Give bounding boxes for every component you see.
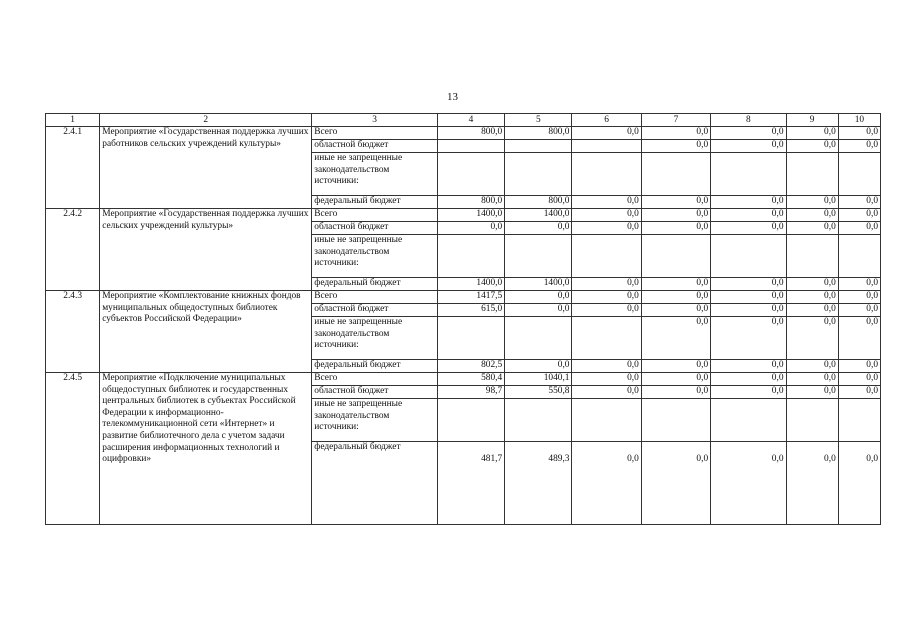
amount-cell xyxy=(505,153,572,196)
item-name: Мероприятие «Государственная поддержка лучших работников сельских учреждений культуры» xyxy=(100,127,312,209)
amount-cell xyxy=(505,235,572,278)
amount-cell: 1040,1 xyxy=(505,373,572,386)
funding-source: Всего xyxy=(312,209,438,222)
amount-cell: 0,0 xyxy=(641,127,710,140)
amount-cell xyxy=(505,399,572,442)
amount-cell: 0,0 xyxy=(641,373,710,386)
amount-cell: 0,0 xyxy=(786,291,838,304)
table-row xyxy=(46,127,881,140)
amount-cell: 0,0 xyxy=(437,222,504,235)
amount-cell: 0,0 xyxy=(505,360,572,373)
funding-source: иные не запрещенные законодательством источники: xyxy=(312,153,438,196)
amount-cell: 0,0 xyxy=(786,373,838,386)
amount-cell: 0,0 xyxy=(711,360,786,373)
column-header: 2 xyxy=(100,114,312,127)
amount-cell: 0,0 xyxy=(505,222,572,235)
amount-cell: 0,0 xyxy=(572,127,641,140)
table-body xyxy=(46,127,881,525)
column-header: 5 xyxy=(505,114,572,127)
amount-cell xyxy=(838,153,880,196)
amount-cell: 0,0 xyxy=(786,140,838,153)
amount-cell xyxy=(437,317,504,360)
amount-cell: 0,0 xyxy=(641,291,710,304)
amount-cell: 0,0 xyxy=(711,222,786,235)
amount-cell: 0,0 xyxy=(711,373,786,386)
item-code: 2.4.2 xyxy=(46,209,100,291)
amount-cell: 0,0 xyxy=(572,360,641,373)
amount-cell: 0,0 xyxy=(786,209,838,222)
funding-source: Всего xyxy=(312,127,438,140)
funding-source: федеральный бюджет xyxy=(312,442,438,525)
amount-cell xyxy=(641,235,710,278)
amount-cell: 0,0 xyxy=(786,127,838,140)
column-header: 9 xyxy=(786,114,838,127)
amount-cell: 0,0 xyxy=(572,222,641,235)
amount-cell xyxy=(711,235,786,278)
column-header: 8 xyxy=(711,114,786,127)
item-code: 2.4.3 xyxy=(46,291,100,373)
column-header: 4 xyxy=(437,114,504,127)
amount-cell: 0,0 xyxy=(838,291,880,304)
item-code: 2.4.5 xyxy=(46,373,100,525)
amount-cell: 0,0 xyxy=(505,291,572,304)
amount-cell: 802,5 xyxy=(437,360,504,373)
amount-cell xyxy=(838,235,880,278)
amount-cell: 0,0 xyxy=(838,140,880,153)
funding-source: областной бюджет xyxy=(312,304,438,317)
amount-cell: 0,0 xyxy=(572,304,641,317)
amount-cell: 0,0 xyxy=(572,278,641,291)
column-header: 1 xyxy=(46,114,100,127)
amount-cell: 0,0 xyxy=(711,278,786,291)
item-name: Мероприятие «Государственная поддержка лучших сельских учреждений культуры» xyxy=(100,209,312,291)
amount-cell: 0,0 xyxy=(838,317,880,360)
amount-cell: 800,0 xyxy=(437,196,504,209)
amount-cell: 0,0 xyxy=(786,222,838,235)
amount-cell: 0,0 xyxy=(786,386,838,399)
column-header: 7 xyxy=(641,114,710,127)
amount-cell xyxy=(437,153,504,196)
funding-source: иные не запрещенные законодательством источники: xyxy=(312,235,438,278)
funding-source: Всего xyxy=(312,291,438,304)
amount-cell xyxy=(572,140,641,153)
amount-cell: 550,8 xyxy=(505,386,572,399)
amount-cell: 0,0 xyxy=(711,140,786,153)
amount-cell: 0,0 xyxy=(572,386,641,399)
funding-source: иные не запрещенные законодательством источники: xyxy=(312,399,438,442)
amount-cell: 0,0 xyxy=(838,222,880,235)
amount-cell: 0,0 xyxy=(711,442,786,525)
amount-cell: 0,0 xyxy=(641,442,710,525)
amount-cell xyxy=(711,153,786,196)
amount-cell: 0,0 xyxy=(572,442,641,525)
amount-cell: 1417,5 xyxy=(437,291,504,304)
amount-cell xyxy=(786,153,838,196)
budget-table xyxy=(45,113,881,525)
amount-cell: 0,0 xyxy=(711,304,786,317)
amount-cell: 0,0 xyxy=(711,209,786,222)
amount-cell: 0,0 xyxy=(572,209,641,222)
amount-cell: 0,0 xyxy=(641,196,710,209)
amount-cell: 0,0 xyxy=(838,278,880,291)
amount-cell: 0,0 xyxy=(711,196,786,209)
amount-cell: 0,0 xyxy=(641,209,710,222)
amount-cell xyxy=(786,399,838,442)
amount-cell: 1400,0 xyxy=(437,209,504,222)
amount-cell: 0,0 xyxy=(838,442,880,525)
amount-cell: 1400,0 xyxy=(505,209,572,222)
column-header: 6 xyxy=(572,114,641,127)
amount-cell: 0,0 xyxy=(786,304,838,317)
amount-cell: 580,4 xyxy=(437,373,504,386)
amount-cell: 0,0 xyxy=(786,442,838,525)
table-row xyxy=(46,373,881,386)
amount-cell xyxy=(437,140,504,153)
amount-cell: 0,0 xyxy=(838,196,880,209)
amount-cell xyxy=(505,317,572,360)
amount-cell: 0,0 xyxy=(838,386,880,399)
amount-cell xyxy=(786,235,838,278)
funding-source: федеральный бюджет xyxy=(312,196,438,209)
amount-cell: 0,0 xyxy=(838,127,880,140)
item-name: Мероприятие «Подключение муниципальных общедоступных библиотек и государственных центральных библиотек в субъектах Российской Федерации к информационно-телекоммуникационной сети «Интернет» и развитие библиотечного дела с учетом задачи расширения информационных технологий и оцифровки» xyxy=(100,373,312,525)
amount-cell: 0,0 xyxy=(711,317,786,360)
amount-cell xyxy=(505,140,572,153)
item-code: 2.4.1 xyxy=(46,127,100,209)
page-number: 13 xyxy=(447,91,458,103)
funding-source: областной бюджет xyxy=(312,386,438,399)
amount-cell xyxy=(437,399,504,442)
amount-cell: 0,0 xyxy=(572,196,641,209)
column-header: 3 xyxy=(312,114,438,127)
table-row xyxy=(46,291,881,304)
amount-cell: 0,0 xyxy=(838,360,880,373)
amount-cell: 481,7 xyxy=(437,442,504,525)
funding-source: областной бюджет xyxy=(312,140,438,153)
amount-cell: 0,0 xyxy=(641,360,710,373)
amount-cell: 0,0 xyxy=(711,291,786,304)
amount-cell xyxy=(711,399,786,442)
amount-cell xyxy=(437,235,504,278)
amount-cell: 0,0 xyxy=(786,360,838,373)
amount-cell xyxy=(641,153,710,196)
amount-cell: 0,0 xyxy=(505,304,572,317)
amount-cell: 0,0 xyxy=(641,317,710,360)
amount-cell: 98,7 xyxy=(437,386,504,399)
amount-cell xyxy=(572,153,641,196)
amount-cell: 0,0 xyxy=(641,386,710,399)
amount-cell xyxy=(641,399,710,442)
amount-cell: 1400,0 xyxy=(505,278,572,291)
table-row xyxy=(46,209,881,222)
funding-source: федеральный бюджет xyxy=(312,278,438,291)
funding-source: иные не запрещенные законодательством источники: xyxy=(312,317,438,360)
amount-cell: 0,0 xyxy=(838,304,880,317)
header-row xyxy=(46,114,881,127)
amount-cell: 0,0 xyxy=(572,291,641,304)
amount-cell xyxy=(572,399,641,442)
column-header: 10 xyxy=(838,114,880,127)
funding-source: областной бюджет xyxy=(312,222,438,235)
amount-cell xyxy=(572,317,641,360)
amount-cell: 0,0 xyxy=(572,373,641,386)
amount-cell: 0,0 xyxy=(838,373,880,386)
amount-cell: 0,0 xyxy=(641,222,710,235)
amount-cell: 0,0 xyxy=(711,386,786,399)
amount-cell xyxy=(838,399,880,442)
amount-cell: 1400,0 xyxy=(437,278,504,291)
amount-cell: 0,0 xyxy=(641,278,710,291)
item-name: Мероприятие «Комплектование книжных фондов муниципальных общедоступных библиотек субъектов Российской Федерации» xyxy=(100,291,312,373)
amount-cell: 0,0 xyxy=(786,278,838,291)
amount-cell: 0,0 xyxy=(786,196,838,209)
funding-source: федеральный бюджет xyxy=(312,360,438,373)
amount-cell: 0,0 xyxy=(838,209,880,222)
amount-cell: 0,0 xyxy=(786,317,838,360)
amount-cell xyxy=(572,235,641,278)
amount-cell: 0,0 xyxy=(711,127,786,140)
amount-cell: 0,0 xyxy=(641,140,710,153)
amount-cell: 800,0 xyxy=(505,127,572,140)
amount-cell: 489,3 xyxy=(505,442,572,525)
amount-cell: 615,0 xyxy=(437,304,504,317)
funding-source: Всего xyxy=(312,373,438,386)
amount-cell: 800,0 xyxy=(505,196,572,209)
amount-cell: 800,0 xyxy=(437,127,504,140)
amount-cell: 0,0 xyxy=(641,304,710,317)
